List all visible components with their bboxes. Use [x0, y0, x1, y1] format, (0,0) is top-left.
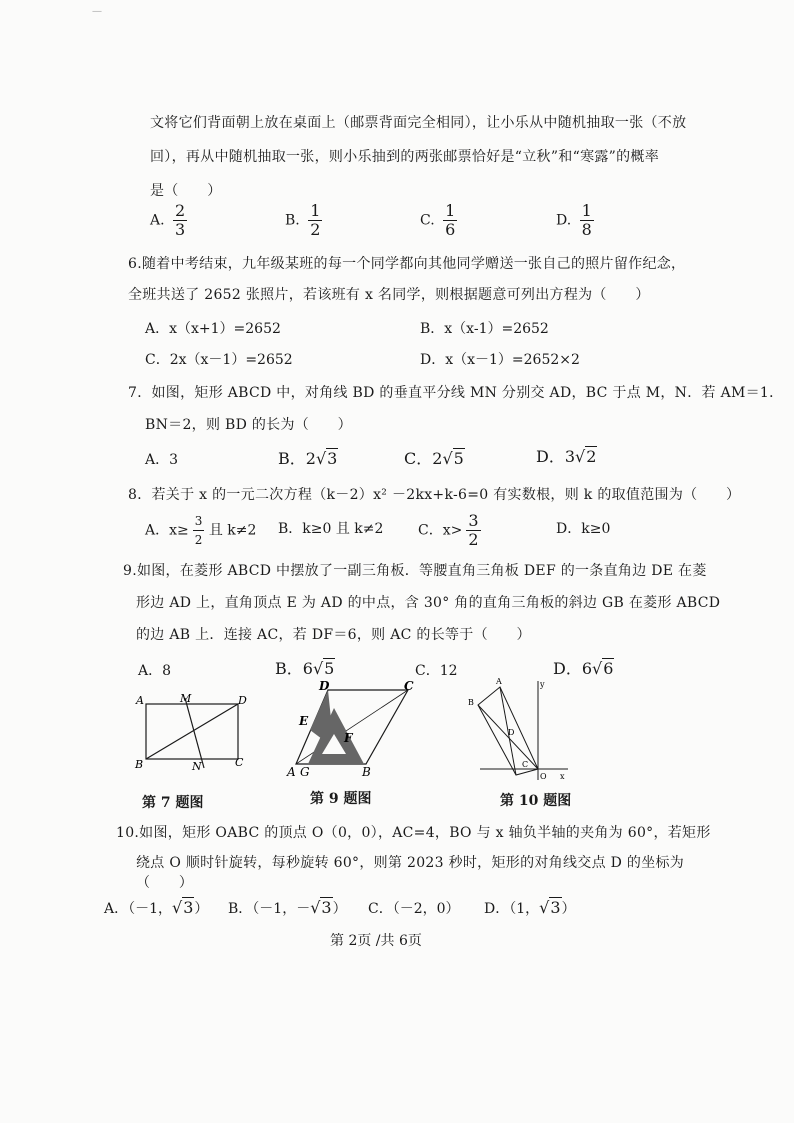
label-a: A	[287, 765, 296, 778]
label-b: B	[468, 698, 474, 707]
figure-10-coordinate	[460, 675, 570, 785]
figure-7-caption: 第 7 题图	[142, 795, 204, 811]
q10-line2: 绕点 O 顺时针旋转，每秒旋转 60°，则第 2023 秒时，矩形的对角线交点 D 的坐标为	[136, 855, 685, 871]
q9-option-c[interactable]: C．12	[415, 663, 458, 679]
fraction: $\frac{2}{3}$	[175, 201, 186, 239]
figure-7-rectangle	[130, 690, 255, 775]
label-d: D	[508, 728, 515, 737]
label-d: D	[319, 679, 330, 693]
q10-option-d[interactable]: D．（1，√3）	[484, 898, 576, 917]
q5-line3: 是（ ）	[150, 183, 222, 199]
q9-option-b[interactable]: B．6√5	[275, 659, 335, 678]
label-o: O	[540, 772, 547, 781]
q5-option-d[interactable]: D. $\frac{1}{8}$	[556, 201, 592, 239]
q6-option-b[interactable]: B．x（x-1）=2652	[420, 321, 549, 337]
q9-line2: 形边 AD 上，直角顶点 E 为 AD 的中点，含 30° 角的直角三角板的斜边 GB 在菱形 ABCD	[136, 595, 721, 611]
fraction: $\frac{1}{6}$	[445, 201, 456, 239]
label-f: F	[344, 731, 353, 745]
q8-option-b[interactable]: B．k≥0 且 k≠2	[278, 521, 384, 537]
q7-option-a[interactable]: A．3	[145, 452, 179, 468]
q5-line2: 回），再从中随机抽取一张，则小乐抽到的两张邮票恰好是“立秋”和“寒露”的概率	[150, 149, 660, 165]
q7-option-d[interactable]: D．3√2	[536, 447, 597, 466]
label-b: B	[135, 758, 144, 771]
q5-option-b[interactable]: B. $\frac{1}{2}$	[285, 201, 321, 239]
scan-mark: —	[92, 6, 102, 17]
label-d: D	[238, 694, 247, 707]
q9-line3: 的边 AB 上．连接 AC，若 DF＝6，则 AC 的长等于（ ）	[136, 627, 531, 643]
q6-line2: 全班共送了 2652 张照片，若该班有 x 名同学，则根据题意可列出方程为（ ）	[128, 287, 650, 303]
q9-option-d[interactable]: D．6√6	[553, 659, 614, 678]
q8-line1: 8．若关于 x 的一元二次方程（k－2）x² －2kx+k-6=0 有实数根，则 k 的取值范围为（ ）	[128, 487, 741, 503]
q9-option-a[interactable]: A．8	[138, 663, 172, 679]
q5-option-c[interactable]: C. $\frac{1}{6}$	[420, 201, 456, 239]
label-x: x	[560, 772, 565, 781]
label-c: C	[235, 756, 244, 769]
q10-option-a[interactable]: A．（－1，√3）	[104, 898, 209, 917]
q7-option-b[interactable]: B．2√3	[278, 449, 338, 468]
q6-option-c[interactable]: C．2x（x－1）=2652	[145, 352, 293, 368]
q10-option-b[interactable]: B．（－1，－√3）	[228, 898, 347, 917]
q5-line1: 文将它们背面朝上放在桌面上（邮票背面完全相同），让小乐从中随机抽取一张（不放	[150, 115, 687, 131]
q8-option-a[interactable]: A．x≥ $\frac{3}{2}$ 且 k≠2	[145, 514, 257, 547]
figure-9-rhombus	[282, 678, 422, 778]
page-number: 第 2页 /共 6页	[330, 933, 422, 949]
q6-option-d[interactable]: D．x（x－1）=2652×2	[420, 352, 580, 368]
q7-line1: 7．如图，矩形 ABCD 中，对角线 BD 的垂直平分线 MN 分别交 AD，BC 于点 M，N．若 AM＝1．	[128, 385, 784, 401]
q6-option-a[interactable]: A．x（x+1）=2652	[145, 321, 281, 337]
q10-option-c[interactable]: C．（－2，0）	[368, 901, 460, 917]
q7-option-c[interactable]: C．2√5	[404, 449, 464, 468]
label-b: B	[362, 765, 371, 778]
q8-option-c[interactable]: C．x> $\frac{3}{2}$	[418, 511, 479, 549]
figure-9-caption: 第 9 题图	[310, 791, 372, 807]
label-c: C	[404, 679, 414, 693]
q10-line1: 10.如图，矩形 OABC 的顶点 O（0，0），AC=4，BO 与 x 轴负半轴的夹角为 60°，若矩形	[116, 825, 711, 841]
q7-line2: BN＝2，则 BD 的长为（ ）	[145, 417, 352, 433]
q9-line1: 9.如图，在菱形 ABCD 中摆放了一副三角板．等腰直角三角板 DEF 的一条直角边 DE 在菱	[123, 563, 707, 579]
label-c: C	[522, 760, 529, 769]
label-g: G	[300, 765, 310, 778]
label-a: A	[136, 694, 144, 707]
fraction: $\frac{3}{2}$	[468, 511, 479, 549]
fraction: $\frac{1}{8}$	[581, 201, 592, 239]
label-e: E	[299, 714, 309, 728]
q5-option-a[interactable]: A. $\frac{2}{3}$	[150, 201, 186, 239]
fraction: $\frac{3}{2}$	[194, 514, 203, 547]
label-a: A	[496, 677, 502, 686]
q10-line3: （ ）	[136, 875, 194, 891]
fraction: $\frac{1}{2}$	[310, 201, 321, 239]
label-y: y	[540, 680, 545, 689]
label-n: N	[192, 760, 202, 773]
label-m: M	[180, 692, 192, 705]
q8-option-d[interactable]: D．k≥0	[556, 521, 611, 537]
q6-line1: 6.随着中考结束，九年级某班的每一个同学都向其他同学赠送一张自己的照片留作纪念，	[128, 256, 686, 272]
figure-10-caption: 第 10 题图	[500, 793, 572, 809]
